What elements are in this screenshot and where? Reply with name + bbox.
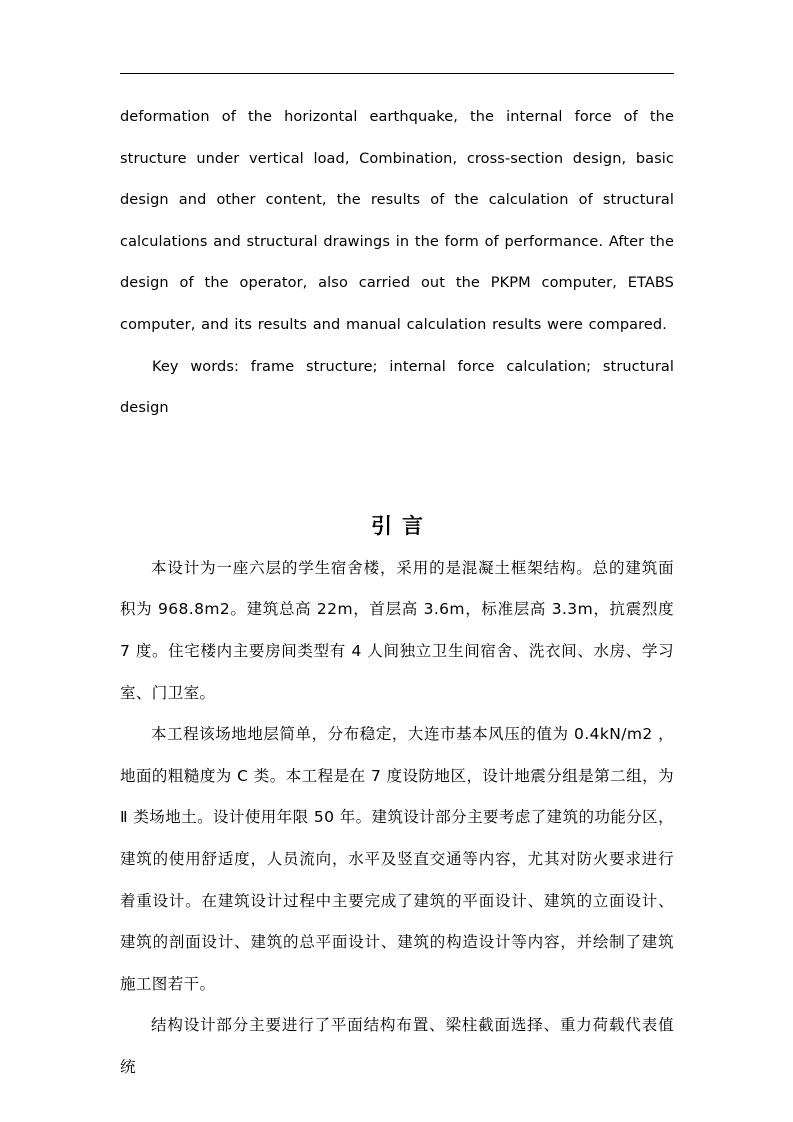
intro-paragraph-2: 本工程该场地地层简单，分布稳定，大连市基本风压的值为 0.4kN/m2 ，地面的粗糙度为 C 类。本工程是在 7 度设防地区，设计地震分组是第二组，为 Ⅱ 类场地土。设计使用年限 50 年。建筑设计部分主要考虑了建筑的功能分区，建筑的使用舒适度，人员流向，水平及竖直交通等内容，尤其对防火要求进行着重设计。在建筑设计过程中主要完成了建筑的平面设计、建筑的立面设计、建筑的剖面设计、建筑的总平面设计、建筑的构造设计等内容，并绘制了建筑施工图若干。 xyxy=(120,725,674,993)
header-rule xyxy=(120,73,674,74)
section-title-introduction: 引言 xyxy=(371,513,433,538)
intro-paragraph-1: 本设计为一座六层的学生宿舍楼，采用的是混凝土框架结构。总的建筑面积为 968.8m2。建筑总高 22m，首层高 3.6m，标准层高 3.3m，抗震烈度 7 度。住宅楼内主要房间类型有 4 人间独立卫生间宿舍、洗衣间、水房、学习室、门卫室。 xyxy=(120,558,674,702)
abstract-paragraph: deformation of the horizontal earthquake, the internal force of the structure under vertical load, Combination, cross-section design, basic design and other content, the results of the calculation of structural calculations and structural drawings in the form of performance. After the design of the operator, also carried out the PKPM computer, ETABS computer, and its results and manual calculation results were compared. xyxy=(120,109,674,333)
page-body xyxy=(120,97,674,1088)
intro-paragraph-3: 结构设计部分主要进行了平面结构布置、梁柱截面选择、重力荷载代表值统 xyxy=(120,1016,674,1076)
abstract-keywords: Key words: frame structure; internal force calculation; structural design xyxy=(120,358,674,417)
